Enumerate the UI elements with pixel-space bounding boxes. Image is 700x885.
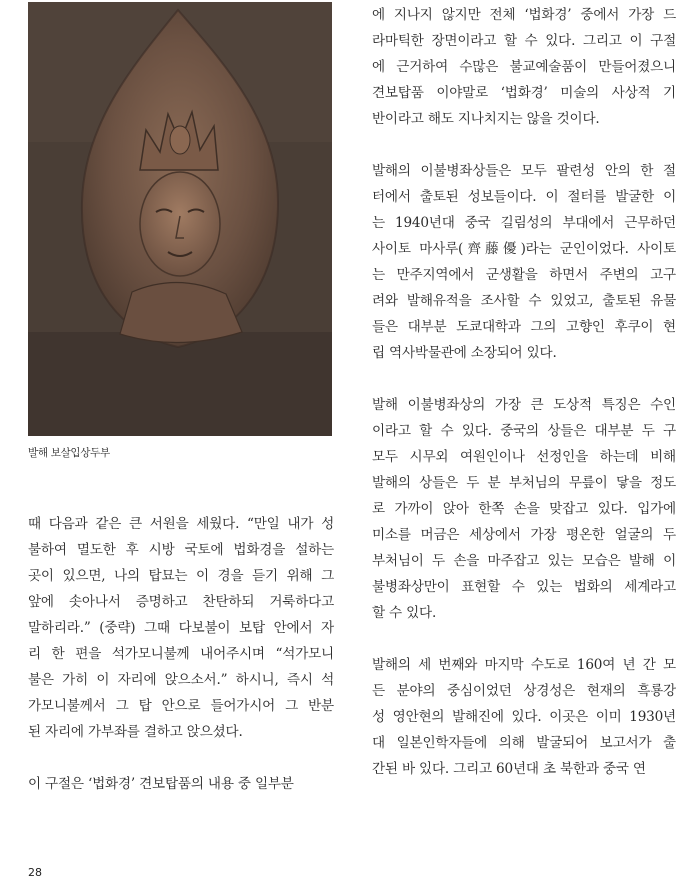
text-line: 미소를 머금은 세상에서 가장 평온한 얼굴의 두 — [372, 527, 676, 543]
text-line: 로 가까이 앉아 한쪽 손을 맞잡고 있다. 입가에 — [372, 501, 676, 517]
paragraph — [372, 392, 676, 626]
text-line: 성 영안현의 발해진에 있다. 이곳은 이미 1930년 — [372, 709, 676, 725]
text-line: 곳이 있으면, 나의 탑묘는 이 경을 듣기 위해 그 — [28, 568, 334, 584]
text-line: 불은 가히 이 자리에 앉으소서.” 하시니, 즉시 석 — [28, 672, 334, 688]
text-line: 들은 대부분 도쿄대학과 그의 고향인 후쿠이 현 — [372, 319, 676, 335]
text-line: 이라고 할 수 있다. 중국의 상들은 대부분 두 구 — [372, 423, 676, 439]
text-line: 리 한 편을 석가모니불께 내어주시며 “석가모니 — [28, 646, 334, 662]
paragraph — [28, 771, 334, 797]
text-line: 이 구절은 ‘법화경’ 견보탑품의 내용 중 일부분 — [28, 776, 294, 792]
text-line: 할 수 있다. — [372, 605, 437, 621]
text-line: 된 자리에 가부좌를 결하고 앉으셨다. — [28, 724, 243, 740]
text-line: 든 분야의 중심이었던 상경성은 현재의 흑룡강 — [372, 683, 676, 699]
paragraph — [372, 158, 676, 366]
left-column — [28, 511, 334, 797]
text-line: 간된 바 있다. 그리고 60년대 초 북한과 중국 연 — [372, 761, 646, 777]
text-line: 발해의 이불병좌상들은 모두 팔련성 안의 한 절 — [372, 163, 676, 179]
text-line: 발해 이불병좌상의 가장 큰 도상적 특징은 수인 — [372, 397, 676, 413]
photo-caption: 발해 보살입상두부 — [28, 447, 110, 459]
text-line: 불병좌상만이 표현할 수 있는 법화의 세계라고 — [372, 579, 676, 595]
text-line: 앞에 솟아나서 증명하고 찬탄하되 거룩하다고 — [28, 594, 334, 610]
text-line: 대 일본인학자들에 의해 발굴되어 보고서가 출 — [372, 735, 676, 751]
text-line: 는 만주지역에서 군생활을 하면서 주변의 고구 — [372, 267, 676, 283]
paragraph — [372, 652, 676, 782]
text-line: 에 지나지 않지만 전체 ‘법화경’ 중에서 가장 드 — [372, 7, 676, 23]
text-line: 발해의 상들은 두 분 부처님의 무릎이 닿을 정도 — [372, 475, 676, 491]
text-line: 말하리라.” (중략) 그때 다보불이 보탑 안에서 자 — [28, 620, 334, 636]
text-line: 가모니불께서 그 탑 안으로 들어가시어 그 반분 — [28, 698, 334, 714]
text-line: 견보탑품 이야말로 ‘법화경’ 미술의 사상적 기 — [372, 85, 676, 101]
text-line: 터에서 출토된 성보들이다. 이 절터를 발굴한 이 — [372, 189, 676, 205]
right-column — [372, 2, 676, 782]
text-line: 모두 시무외 여원인이나 선정인을 하는데 비해 — [372, 449, 676, 465]
text-line: 불하여 멸도한 후 시방 국토에 법화경을 설하는 — [28, 542, 334, 558]
text-line: 부처님이 두 손을 마주잡고 있는 모습은 발해 이 — [372, 553, 676, 569]
text-line: 반이라고 해도 지나치지는 않을 것이다. — [372, 111, 600, 127]
paragraph — [372, 2, 676, 132]
text-line: 에 근거하여 수많은 불교예술품이 만들어졌으니 — [372, 59, 676, 75]
text-line: 라마틱한 장면이라고 할 수 있다. 그리고 이 구절 — [372, 33, 676, 49]
bodhisattva-head-photo — [28, 2, 332, 436]
text-line: 려와 발해유적을 조사할 수 있었고, 출토된 유물 — [372, 293, 676, 309]
text-line: 발해의 세 번째와 마지막 수도로 160여 년 간 모 — [372, 657, 676, 673]
paragraph — [28, 511, 334, 745]
page-number: 28 — [28, 866, 42, 879]
bodhisattva-head-illustration — [28, 2, 332, 436]
text-line: 립 역사박물관에 소장되어 있다. — [372, 345, 557, 361]
text-line: 사이토 마사루(齊藤優)라는 군인이었다. 사이토 — [372, 241, 676, 257]
text-line: 때 다음과 같은 큰 서원을 세웠다. “만일 내가 성 — [28, 516, 334, 532]
text-line: 는 1940년대 중국 길림성의 부대에서 근무하던 — [372, 215, 676, 231]
